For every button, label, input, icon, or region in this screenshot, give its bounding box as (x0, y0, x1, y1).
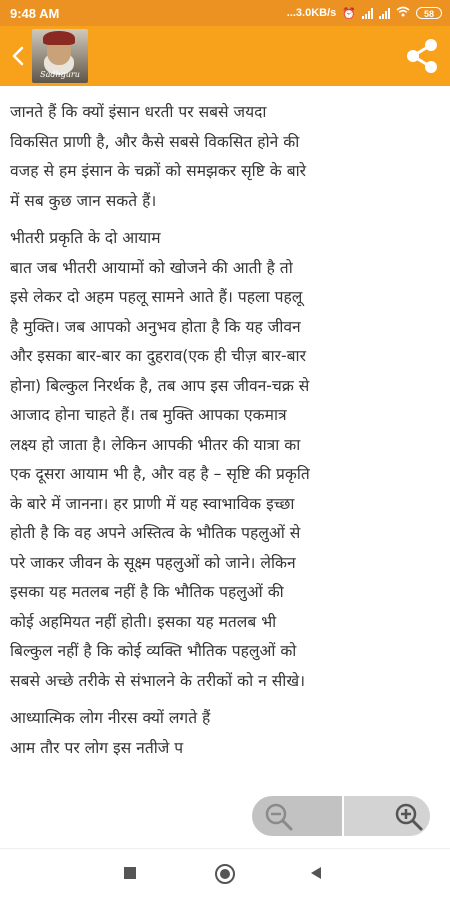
share-button[interactable] (404, 37, 440, 75)
zoom-in-button[interactable] (344, 796, 430, 836)
text-line: इसे लेकर दो अहम पहलू सामने आते हैं। पहला पहलू (10, 288, 303, 306)
text-line: और इसका बार-बार का दुहराव(एक ही चीज़ बार-बार (10, 347, 306, 365)
text-line: इसका यह मतलब नहीं है कि भौतिक पहलुओं की (10, 583, 284, 601)
article-section (10, 224, 438, 696)
text-line: होती है कि वह अपने अस्तित्व के भौतिक पहलुओं से (10, 524, 301, 542)
text-line: जानते हैं कि क्यों इंसान धरती पर सबसे जयदा (10, 103, 267, 121)
app-bar (0, 26, 450, 86)
text-line: एक दूसरा आयाम भी है, और वह है – सृष्टि की प्रकृति (10, 465, 310, 483)
signal-icon (362, 8, 373, 19)
back-button[interactable] (8, 39, 28, 73)
text-line: कोई अहमियत नहीं होती। इसका यह मतलब भी (10, 612, 277, 631)
square-icon (122, 865, 138, 881)
status-time: 9:48 AM (10, 6, 60, 21)
text-line: सबसे अच्छे तरीके से संभालने के तरीकों को न सीखे। (10, 671, 305, 690)
home-button[interactable] (214, 863, 236, 889)
article-section (10, 704, 438, 763)
text-line: आम तौर पर लोग इस नतीजे प (10, 738, 184, 757)
zoom-out-icon (264, 802, 294, 832)
text-line: बात जब भीतरी आयामों को खोजने की आती है तो (10, 258, 293, 277)
text-line: लक्ष्य हो जाता है। लेकिन आपकी भीतर की यात्रा का (10, 435, 301, 454)
app-logo (32, 29, 88, 83)
share-icon (404, 37, 440, 75)
article-body (10, 98, 438, 848)
text-line: बिल्कुल नहीं है कि कोई व्यक्ति भौतिक पहलुओं को (10, 642, 297, 660)
logo-caption: Sadhguru (40, 70, 80, 79)
article-paragraph (10, 98, 438, 216)
network-speed: ...3.0KB/s (286, 7, 337, 19)
text-line: में सब कुछ जान सकते हैं। (10, 191, 157, 210)
zoom-out-button[interactable] (252, 796, 342, 836)
system-nav-bar (0, 848, 450, 901)
battery-icon: 58 (416, 7, 442, 19)
zoom-controls (252, 796, 430, 836)
text-line: परे जाकर जीवन के सूक्ष्म पहलुओं को जाने। लेकिन (10, 553, 296, 572)
recents-button[interactable] (122, 865, 138, 885)
triangle-left-icon (308, 865, 324, 881)
text-line: विकसित प्राणी है, और कैसे सबसे विकसित होने की (10, 132, 300, 151)
section-heading: आध्यात्मिक लोग नीरस क्यों लगते हैं (10, 709, 211, 727)
text-line: के बारे में जानना। हर प्राणी में यह स्वाभाविक इच्छा (10, 494, 295, 513)
signal-icon-2 (379, 8, 390, 19)
status-indicators (287, 6, 442, 20)
alarm-icon: ⏰ (342, 7, 356, 20)
text-line: होना) बिल्कुल निरर्थक है, तब आप इस जीवन-चक्र से (10, 376, 310, 395)
text-line: वजह से हम इंसान के चक्रों को समझकर सृष्टि के बारे (10, 162, 307, 180)
zoom-in-icon (394, 802, 424, 832)
status-bar (0, 0, 450, 26)
text-line: है मुक्ति। जब आपको अनुभव होता है कि यह जीवन (10, 317, 301, 336)
chevron-left-icon (8, 39, 28, 73)
back-nav-button[interactable] (308, 865, 324, 885)
home-circle-icon (214, 863, 236, 885)
wifi-icon (396, 6, 410, 20)
text-line: आजाद होना चाहते हैं। तब मुक्ति आपका एकमात्र (10, 406, 287, 424)
section-heading: भीतरी प्रकृति के दो आयाम (10, 229, 161, 247)
